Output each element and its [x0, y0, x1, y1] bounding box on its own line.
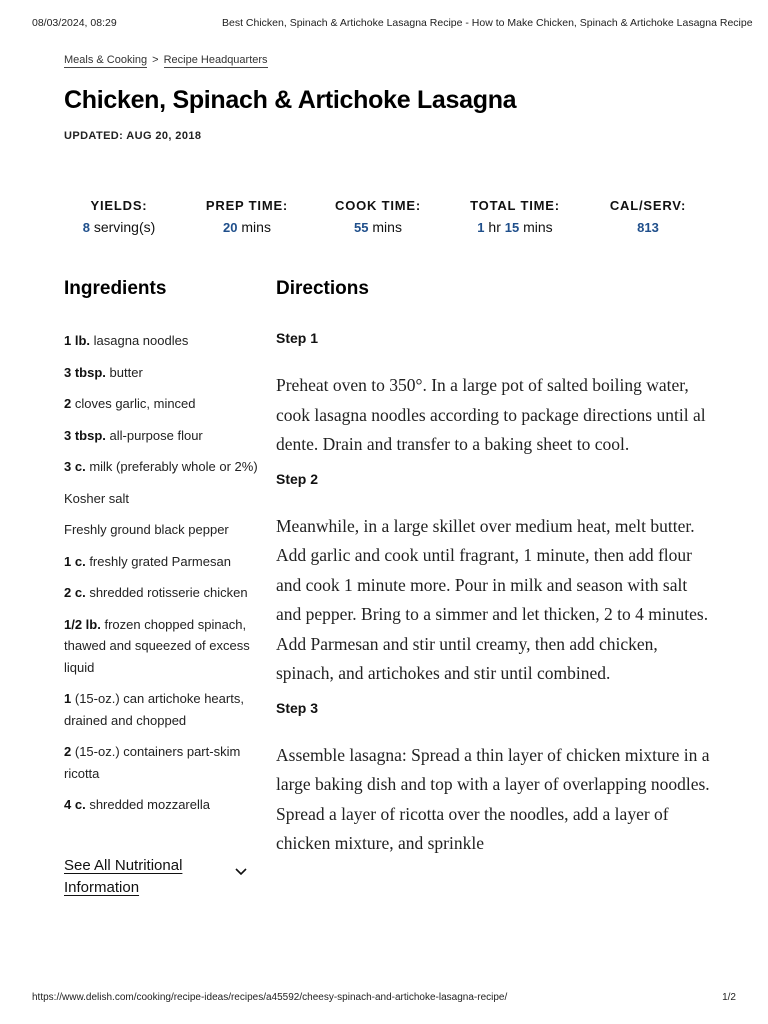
ingredient-item: [64, 519, 264, 541]
stat-prep-time: [198, 198, 296, 235]
ingredient-item: [64, 362, 264, 384]
step-text: Assemble lasagna: Spread a thin layer of chicken mixture in a large baking dish and top with a layer of overlapping noodles. Spread a layer of ricotta over the noodles, add a layer of chicken mixture, and sprinkle: [276, 744, 710, 853]
stat-cal-number: 813: [637, 220, 659, 235]
ingredient-amount: 3 tbsp.: [64, 364, 106, 380]
stat-total-label: TOTAL TIME:: [470, 198, 560, 213]
stat-yields-number: 8: [82, 220, 90, 235]
ingredients-heading: Ingredients: [64, 278, 167, 299]
chevron-down-icon: [234, 867, 248, 877]
see-nutrition-label: See All Nutritional Information: [64, 857, 183, 896]
ingredient-text: cloves garlic, minced: [74, 396, 196, 411]
stat-total-time: [462, 198, 568, 235]
ingredient-amount: 1 lb.: [64, 333, 91, 348]
ingredient-text: shredded rotisserie chicken: [89, 585, 248, 600]
ingredient-text: (15-oz.) containers part-skim ricotta: [64, 744, 241, 781]
stat-yields-value: [68, 219, 170, 235]
ingredient-item: [64, 794, 264, 816]
ingredient-item: [64, 425, 264, 447]
direction-step: [276, 471, 712, 689]
breadcrumb-recipe-headquarters[interactable]: Recipe Headquarters: [163, 54, 268, 66]
ingredient-item: [64, 582, 264, 604]
ingredient-amount: 1/2 lb.: [64, 616, 101, 632]
step-label: Step 2: [276, 470, 319, 487]
step-text: Meanwhile, in a large skillet over medium heat, melt butter. Add garlic and cook until fragrant, 1 minute, then add flour and cook 1 minute more. Pour in milk and season with salt and pepper. Bring to a simmer and let thicken, 2 to 4 minutes. Add Parmesan and stir until creamy, then add chicken, spinach, and artichokes and stir until combined.: [276, 515, 709, 683]
stat-total-minutes-unit: mins: [523, 219, 553, 235]
stat-prep-number: 20: [223, 220, 238, 235]
stat-cook-number: 55: [354, 220, 369, 235]
direction-step: [276, 700, 712, 859]
ingredient-amount: 2 c.: [64, 585, 86, 600]
ingredient-text: all-purpose flour: [109, 427, 203, 443]
ingredient-amount: 2: [64, 744, 72, 759]
print-datetime: 08/03/2024, 08:29: [32, 17, 117, 29]
print-page-title: Best Chicken, Spinach & Artichoke Lasagna Recipe - How to Make Chicken, Spinach & Artichoke Lasagna Recipe: [222, 17, 753, 29]
ingredient-item: [64, 551, 264, 573]
updated-date: UPDATED: AUG 20, 2018: [64, 130, 202, 142]
stat-cook-label: COOK TIME:: [335, 198, 421, 213]
stat-total-hours: 1: [477, 220, 485, 235]
ingredient-item: [64, 741, 264, 784]
ingredient-amount: 2: [64, 396, 72, 411]
ingredient-amount: 1: [64, 691, 72, 706]
ingredient-item: [64, 614, 264, 679]
stat-cook-value: [328, 219, 428, 235]
print-footer: [32, 992, 736, 1006]
ingredient-text: freshly grated Parmesan: [89, 553, 231, 569]
step-text: Preheat oven to 350°. In a large pot of salted boiling water, cook lasagna noodles according to package directions until al dente. Drain and transfer to a baking sheet to cool.: [276, 375, 706, 454]
stat-total-hours-unit: hr: [488, 219, 501, 235]
stat-calories: [598, 198, 698, 235]
ingredient-text: frozen chopped spinach, thawed and squeezed of excess liquid: [64, 616, 250, 675]
stat-cal-label: CAL/SERV:: [609, 198, 687, 213]
ingredient-amount: 1 c.: [64, 553, 86, 569]
breadcrumb-meals-cooking[interactable]: Meals & Cooking: [64, 54, 148, 66]
breadcrumb-separator: >: [152, 54, 159, 66]
print-url: https://www.delish.com/cooking/recipe-ideas/recipes/a45592/cheesy-spinach-and-artichoke-lasagna-recipe/: [32, 992, 508, 1003]
ingredient-item: [64, 456, 264, 478]
stat-total-minutes: 15: [504, 220, 520, 235]
stat-yields-label: YIELDS:: [90, 198, 148, 213]
stat-prep-label: PREP TIME:: [205, 198, 289, 213]
stat-total-value: [462, 219, 568, 235]
stat-yields: [68, 198, 170, 235]
directions-heading: Directions: [276, 278, 369, 299]
stat-cook-unit: mins: [372, 219, 402, 235]
stat-cal-value: [598, 219, 698, 235]
ingredient-text: (15-oz.) can artichoke hearts, drained and chopped: [64, 691, 244, 728]
ingredient-amount: 4 c.: [64, 797, 86, 812]
ingredients-list: [64, 330, 264, 826]
ingredient-item: [64, 488, 264, 510]
ingredient-text: lasagna noodles: [93, 333, 189, 348]
ingredient-text: shredded mozzarella: [89, 797, 210, 812]
step-label: Step 1: [276, 330, 319, 346]
breadcrumb: [64, 54, 268, 66]
ingredient-item: [64, 393, 264, 415]
stat-cook-time: [328, 198, 428, 235]
direction-step: [276, 330, 712, 460]
ingredient-amount: 3 c.: [64, 459, 86, 474]
directions-list: [276, 330, 712, 870]
ingredient-text: milk (preferably whole or 2%): [89, 459, 258, 474]
step-label: Step 3: [276, 699, 319, 716]
page-number: 1/2: [722, 992, 736, 1003]
print-header: [32, 17, 753, 33]
ingredient-text: Kosher salt: [64, 490, 130, 506]
ingredient-amount: 3 tbsp.: [64, 427, 106, 443]
stat-prep-unit: mins: [241, 219, 271, 235]
recipe-title: Chicken, Spinach & Artichoke Lasagna: [64, 86, 517, 114]
ingredient-item: [64, 688, 264, 731]
see-nutrition-button[interactable]: [64, 855, 250, 899]
stat-prep-value: [198, 219, 296, 235]
ingredient-text: butter: [109, 364, 143, 380]
ingredient-text: Freshly ground black pepper: [64, 522, 229, 537]
stat-yields-unit: serving(s): [93, 219, 156, 235]
ingredient-item: [64, 330, 264, 352]
